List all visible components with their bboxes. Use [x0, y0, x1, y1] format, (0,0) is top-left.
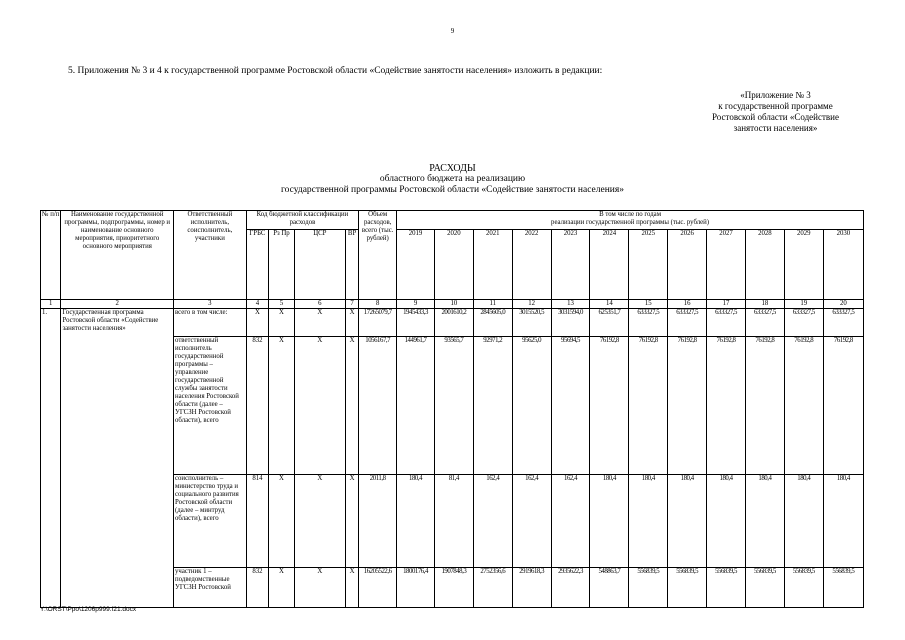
year-value-cell: 180,4 [629, 475, 668, 568]
header-num: № п/п [41, 211, 61, 300]
year-value-cell: 76192,8 [707, 337, 746, 475]
column-number: 1 [41, 300, 61, 309]
responsible-cell: всего в том числе: [174, 309, 247, 337]
total-cell: 17265079,7 [359, 309, 397, 337]
header-grbs: ГРБС [246, 230, 269, 300]
year-value-cell: 81,4 [434, 475, 473, 568]
column-number: 18 [745, 300, 784, 309]
title-line-2: областного бюджета на реализацию [379, 174, 526, 184]
year-value-cell: 633327,5 [629, 309, 668, 337]
header-year: 2022 [512, 230, 551, 300]
year-value-cell: 162,4 [551, 475, 590, 568]
responsible-cell: участник 1 – подведомственные УГСЗН Ростовской [174, 568, 247, 608]
rzpr-cell: X [269, 337, 295, 475]
header-year: 2027 [707, 230, 746, 300]
year-value-cell: 556839,5 [823, 568, 863, 608]
year-value-cell: 633327,5 [707, 309, 746, 337]
total-cell: 1056167,7 [359, 337, 397, 475]
header-year: 2023 [551, 230, 590, 300]
rzpr-cell: X [269, 309, 295, 337]
appendix-line-3: Ростовской области «Содействие [712, 112, 839, 122]
vr-cell: X [345, 568, 358, 608]
appendix-reference [688, 90, 863, 134]
header-year: 2028 [745, 230, 784, 300]
year-value-cell: 92971,2 [473, 337, 512, 475]
page-number: 9 [450, 27, 455, 35]
column-number: 3 [174, 300, 247, 309]
column-number: 13 [551, 300, 590, 309]
year-value-cell: 180,4 [823, 475, 863, 568]
header-row-1 [41, 211, 864, 230]
column-number: 14 [590, 300, 629, 309]
year-value-cell: 76192,8 [823, 337, 863, 475]
year-value-cell: 76192,8 [629, 337, 668, 475]
file-path-footer: Y:\ORST\Ppo\1206p999.f21.docx [40, 606, 137, 613]
total-cell: 2011,8 [359, 475, 397, 568]
table-row [41, 309, 864, 337]
year-value-cell: 556839,5 [784, 568, 823, 608]
header-rzpr: Рз Пр [269, 230, 295, 300]
year-value-cell: 180,4 [397, 475, 435, 568]
program-name: Государственная программа Ростовской области «Содействие занятости населения» [61, 309, 174, 608]
appendix-line-2: к государственной программе [718, 101, 833, 111]
year-value-cell: 180,4 [707, 475, 746, 568]
year-value-cell: 2845605,0 [473, 309, 512, 337]
header-vr: ВР [345, 230, 358, 300]
header-year: 2019 [397, 230, 435, 300]
rzpr-cell: X [269, 568, 295, 608]
column-number: 19 [784, 300, 823, 309]
intro-paragraph: 5. Приложения № 3 и 4 к государственной программе Ростовской области «Содействие занятости населения» изложить в редакции: [68, 66, 603, 76]
column-number: 16 [668, 300, 707, 309]
header-volume: Объем расходов, всего (тыс. рублей) [359, 211, 397, 300]
header-name: Наименование государственной программы, подпрограммы, номер и наименование основного мероприятия, приоритетного основного мероприятия [61, 211, 174, 300]
expenses-table [40, 210, 864, 608]
header-code-group: Код бюджетной классификации расходов [246, 211, 359, 230]
column-number: 11 [473, 300, 512, 309]
header-years-line-1: В том числе по годам [599, 211, 661, 218]
column-number: 20 [823, 300, 863, 309]
title-line-1: РАСХОДЫ [429, 163, 476, 174]
grbs-cell: X [246, 309, 269, 337]
header-year: 2020 [434, 230, 473, 300]
year-value-cell: 556839,5 [629, 568, 668, 608]
csr-cell: X [294, 337, 345, 475]
responsible-cell: соисполнитель – министерство труда и социального развития Ростовской области (далее – минтруд области), всего [174, 475, 247, 568]
column-number: 15 [629, 300, 668, 309]
appendix-line-1: «Приложение № 3 [740, 90, 811, 100]
column-number: 7 [345, 300, 358, 309]
year-value-cell: 556839,5 [668, 568, 707, 608]
year-value-cell: 2001610,2 [434, 309, 473, 337]
year-value-cell: 162,4 [512, 475, 551, 568]
csr-cell: X [294, 309, 345, 337]
year-value-cell: 180,4 [668, 475, 707, 568]
year-value-cell: 556839,5 [707, 568, 746, 608]
year-value-cell: 2919618,3 [512, 568, 551, 608]
csr-cell: X [294, 475, 345, 568]
header-year: 2029 [784, 230, 823, 300]
header-responsible: Ответственный исполнитель, соисполнитель, участники [174, 211, 247, 300]
vr-cell: X [345, 337, 358, 475]
program-number: 1. [41, 309, 61, 608]
responsible-cell: ответственный исполнитель государственной программы – управление государственной службы занятости населения Ростовской области (далее – УГСЗН Ростовской области), всего [174, 337, 247, 475]
column-number: 6 [294, 300, 345, 309]
column-number: 17 [707, 300, 746, 309]
year-value-cell: 633327,5 [745, 309, 784, 337]
year-value-cell: 1800176,4 [397, 568, 435, 608]
header-years-line-2: реализации государственной программы (тыс. рублей) [551, 219, 710, 226]
year-value-cell: 180,4 [745, 475, 784, 568]
year-value-cell: 633327,5 [784, 309, 823, 337]
year-value-cell: 3015520,5 [512, 309, 551, 337]
column-number: 4 [246, 300, 269, 309]
header-year: 2030 [823, 230, 863, 300]
year-value-cell: 1945433,3 [397, 309, 435, 337]
header-year: 2025 [629, 230, 668, 300]
column-number: 2 [61, 300, 174, 309]
year-value-cell: 95694,5 [551, 337, 590, 475]
csr-cell: X [294, 568, 345, 608]
year-value-cell: 2752356,6 [473, 568, 512, 608]
grbs-cell: 832 [246, 337, 269, 475]
year-value-cell: 3031594,0 [551, 309, 590, 337]
vr-cell: X [345, 309, 358, 337]
year-value-cell: 548863,7 [590, 568, 629, 608]
grbs-cell: 832 [246, 568, 269, 608]
year-value-cell: 95625,0 [512, 337, 551, 475]
column-number-row [41, 300, 864, 309]
header-year: 2026 [668, 230, 707, 300]
year-value-cell: 180,4 [590, 475, 629, 568]
year-value-cell: 2935622,3 [551, 568, 590, 608]
year-value-cell: 1907848,3 [434, 568, 473, 608]
year-value-cell: 76192,8 [590, 337, 629, 475]
header-years-group [397, 211, 864, 230]
column-number: 8 [359, 300, 397, 309]
column-number: 10 [434, 300, 473, 309]
year-value-cell: 556839,5 [745, 568, 784, 608]
year-value-cell: 76192,8 [784, 337, 823, 475]
year-value-cell: 144961,7 [397, 337, 435, 475]
column-number: 12 [512, 300, 551, 309]
year-value-cell: 625351,7 [590, 309, 629, 337]
year-value-cell: 633327,5 [823, 309, 863, 337]
grbs-cell: 814 [246, 475, 269, 568]
year-value-cell: 633327,5 [668, 309, 707, 337]
column-number: 9 [397, 300, 435, 309]
year-value-cell: 180,4 [784, 475, 823, 568]
table-title [0, 163, 905, 196]
year-value-cell: 162,4 [473, 475, 512, 568]
header-year: 2024 [590, 230, 629, 300]
column-number: 5 [269, 300, 295, 309]
appendix-line-4: занятости населения» [733, 123, 818, 133]
rzpr-cell: X [269, 475, 295, 568]
year-value-cell: 76192,8 [745, 337, 784, 475]
header-csr: ЦСР [294, 230, 345, 300]
year-value-cell: 93565,7 [434, 337, 473, 475]
header-year: 2021 [473, 230, 512, 300]
vr-cell: X [345, 475, 358, 568]
year-value-cell: 76192,8 [668, 337, 707, 475]
total-cell: 16205522,6 [359, 568, 397, 608]
title-line-3: государственной программы Ростовской области «Содействие занятости населения» [280, 185, 625, 195]
